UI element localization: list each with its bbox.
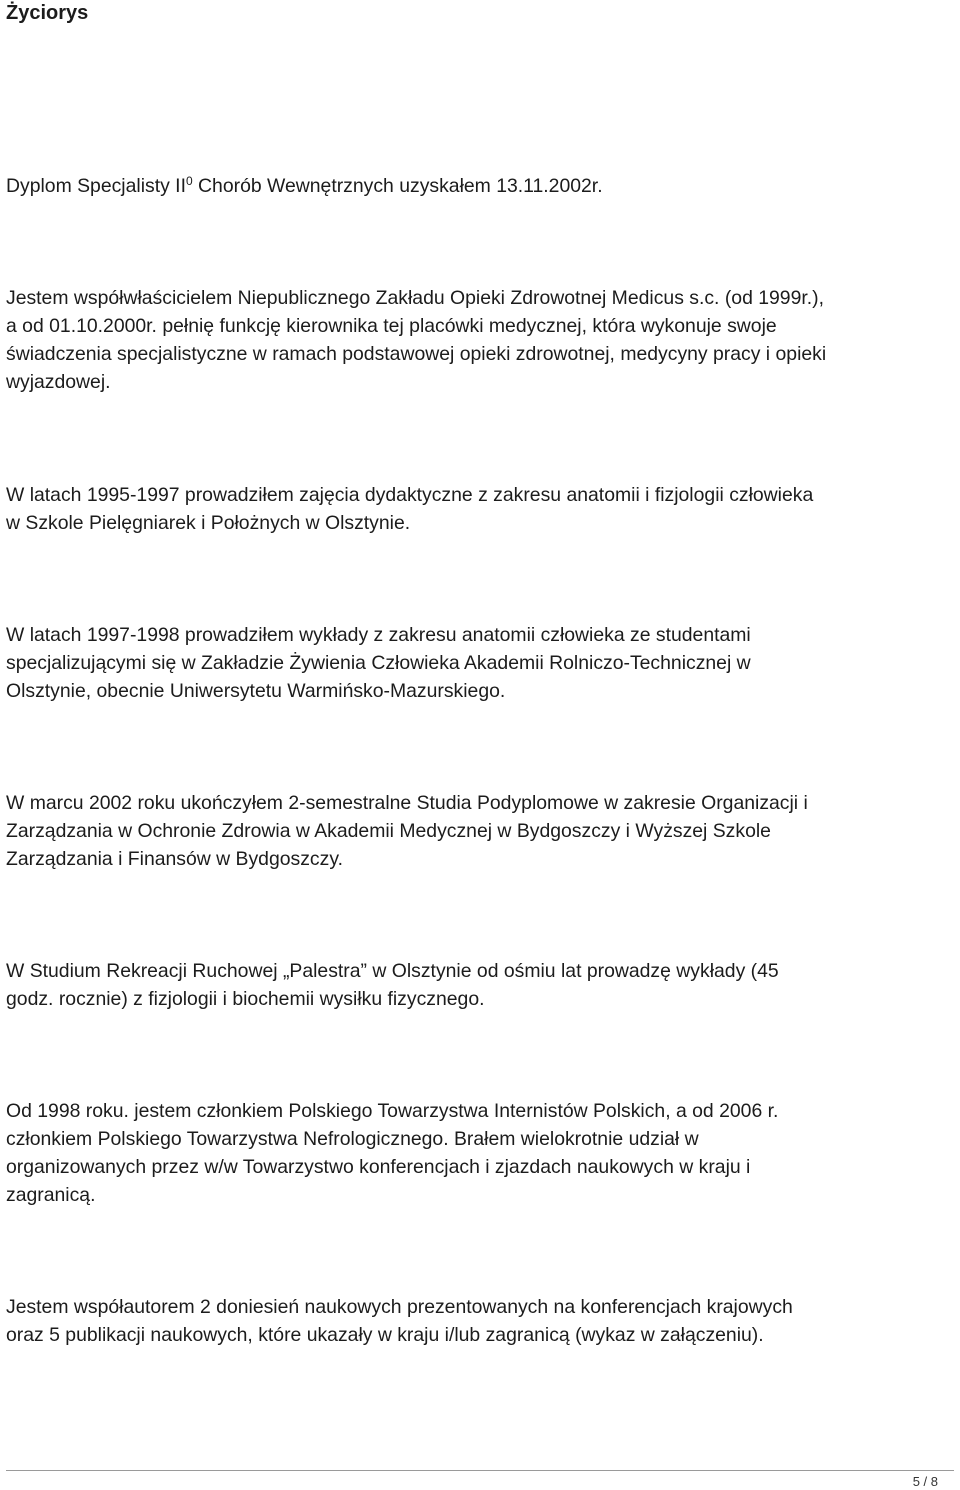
paragraph-line: w Szkole Pielęgniarek i Położnych w Olsztynie. [6,512,411,534]
paragraph-line: Zarządzania w Ochronie Zdrowia w Akademii Medycznej w Bydgoszczy i Wyższej Szkole [6,820,771,842]
line-text: Dyplom Specjalisty II [6,175,186,197]
paragraph-line: oraz 5 publikacji naukowych, które ukazały w kraju i/lub zagranicą (wykaz w załączeniu). [6,1324,764,1346]
paragraph-line: świadczenia specjalistyczne w ramach podstawowej opieki zdrowotnej, medycyny pracy i opieki [6,343,827,365]
paragraph-medicus [6,284,946,396]
paragraph-line: specjalizującymi się w Zakładzie Żywienia Człowieka Akademii Rolniczo-Technicznej w [6,652,751,674]
paragraph-line: Zarządzania i Finansów w Bydgoszczy. [6,848,343,870]
paragraph-diploma [6,172,946,200]
paragraph-palestra [6,957,946,1013]
paragraph-line: Jestem współwłaścicielem Niepublicznego Zakładu Opieki Zdrowotnej Medicus s.c. (od 1999r.), [6,287,824,309]
paragraph-line: członkiem Polskiego Towarzystwa Nefrologicznego. Brałem wielokrotnie udział w [6,1128,699,1150]
paragraph-lectures-1997 [6,621,946,705]
paragraph-line: a od 01.10.2000r. pełnię funkcję kierownika tej placówki medycznej, która wykonuje swoje [6,315,777,337]
footer-divider [6,1470,954,1471]
page-number: 5 / 8 [912,1474,938,1489]
paragraph-line: W latach 1995-1997 prowadziłem zajęcia dydaktyczne z zakresu anatomii i fizjologii człowieka [6,484,814,506]
paragraph-line: W latach 1997-1998 prowadziłem wykłady z zakresu anatomii człowieka ze studentami [6,624,751,646]
page-title: Życiorys [6,2,89,24]
paragraph-postgraduate [6,789,946,873]
paragraph-line: organizowanych przez w/w Towarzystwo konferencjach i zjazdach naukowych w kraju i [6,1156,751,1178]
paragraph-line: Olsztynie, obecnie Uniwersytetu Warmińsko-Mazurskiego. [6,680,506,702]
paragraph-societies [6,1097,946,1209]
paragraph-teaching-1995 [6,481,946,537]
paragraph-line: wyjazdowej. [6,371,111,393]
paragraph-line: Od 1998 roku. jestem członkiem Polskiego Towarzystwa Internistów Polskich, a od 2006 r. [6,1100,779,1122]
paragraph-publications [6,1293,946,1349]
paragraph-line: Jestem współautorem 2 doniesień naukowych prezentowanych na konferencjach krajowych [6,1296,793,1318]
paragraph-line: zagranicą. [6,1184,96,1206]
paragraph-line: W Studium Rekreacji Ruchowej „Palestra” w Olsztynie od ośmiu lat prowadzę wykłady (45 [6,960,779,982]
line-text: Chorób Wewnętrznych uzyskałem 13.11.2002r. [192,175,603,197]
paragraph-line: W marcu 2002 roku ukończyłem 2-semestralne Studia Podyplomowe w zakresie Organizacji i [6,792,808,814]
superscript-degree: 0 [185,174,193,188]
paragraph-line [6,172,946,200]
paragraph-line: godz. rocznie) z fizjologii i biochemii wysiłku fizycznego. [6,988,485,1010]
